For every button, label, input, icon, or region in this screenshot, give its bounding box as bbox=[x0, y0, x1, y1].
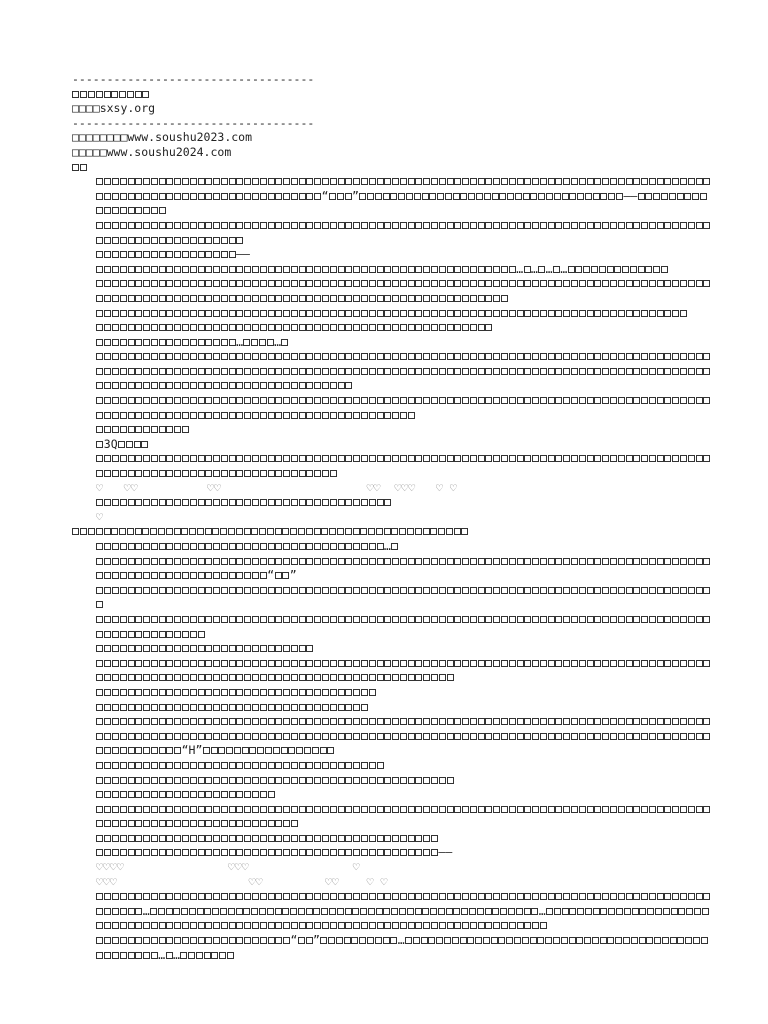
text-line bbox=[72, 700, 712, 715]
text-line bbox=[72, 87, 712, 102]
header-block bbox=[72, 87, 712, 102]
text-line: “ ” —— bbox=[72, 174, 712, 218]
text-line bbox=[72, 160, 712, 175]
document-body bbox=[72, 72, 712, 962]
text-line bbox=[72, 495, 712, 510]
text-line bbox=[72, 524, 712, 539]
text-line: 3Q bbox=[72, 437, 712, 452]
text-line bbox=[72, 320, 712, 335]
text-line: … … bbox=[72, 889, 712, 933]
text-line bbox=[72, 656, 712, 685]
text-line bbox=[72, 773, 712, 788]
header-rule-bottom: ----------------------------------- bbox=[72, 115, 315, 130]
text-line bbox=[72, 422, 712, 437]
text-line bbox=[72, 218, 712, 247]
url-2023: □□□□□□□□www.soushu2023.com bbox=[72, 130, 253, 145]
hearts-line: ♡ ♡♡ ♡♡ ♡♡ ♡♡♡ ♡ ♡ bbox=[96, 480, 457, 495]
text-line: … … … … bbox=[72, 262, 712, 277]
url-2024: □□□□□www.soushu2024.com bbox=[72, 144, 232, 159]
hearts-line: ♡ bbox=[96, 509, 103, 524]
text-line bbox=[72, 612, 712, 641]
text-line: —— bbox=[72, 247, 712, 262]
hearts-line: ♡♡♡ ♡♡ ♡♡ ♡ ♡ bbox=[96, 874, 388, 889]
text-line bbox=[72, 393, 712, 422]
text-line: … bbox=[72, 539, 712, 554]
text-line bbox=[72, 641, 712, 656]
story-text bbox=[72, 160, 712, 963]
text-line bbox=[72, 306, 712, 321]
text-line bbox=[72, 276, 712, 305]
text-line bbox=[72, 451, 712, 480]
text-line: “ ” bbox=[72, 554, 712, 583]
text-line bbox=[72, 685, 712, 700]
hearts-line: ♡♡♡♡ ♡♡♡ ♡ bbox=[96, 860, 360, 875]
text-line: “ ” …… … bbox=[72, 933, 712, 962]
text-line bbox=[72, 831, 712, 846]
text-line bbox=[72, 583, 712, 612]
text-line bbox=[72, 802, 712, 831]
text-line bbox=[72, 349, 712, 393]
text-line: “H” bbox=[72, 714, 712, 758]
header-rule-top: ----------------------------------- bbox=[72, 72, 315, 86]
text-line bbox=[72, 758, 712, 773]
site-line: □□□□sxsy.org bbox=[72, 101, 156, 116]
text-line: —— bbox=[72, 845, 712, 860]
text-line bbox=[72, 787, 712, 802]
text-line: … … bbox=[72, 335, 712, 350]
